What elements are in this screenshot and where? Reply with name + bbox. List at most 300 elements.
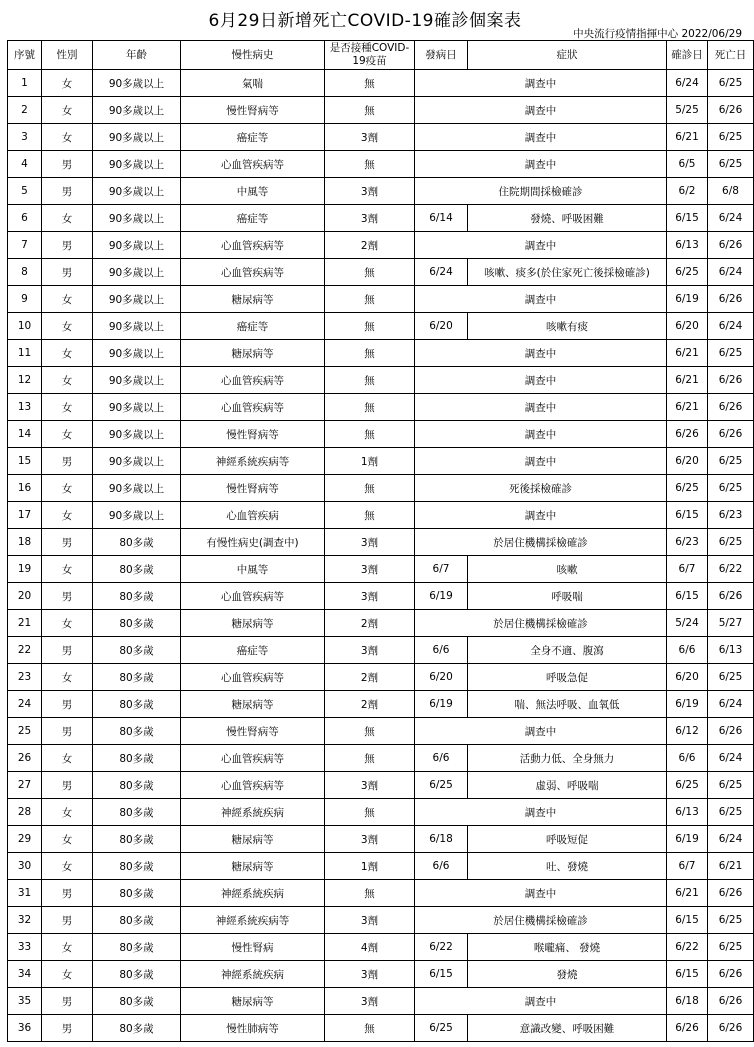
cell-death-date: 6/25	[708, 70, 754, 97]
cell-death-date: 6/25	[708, 124, 754, 151]
cell-age: 80多歲	[93, 691, 181, 718]
cell-number: 7	[8, 232, 42, 259]
cell-confirmed-date: 6/18	[667, 988, 708, 1015]
cell-sex: 女	[42, 97, 93, 124]
header-death-date: 死亡日	[708, 41, 754, 70]
cell-death-date: 6/24	[708, 745, 754, 772]
cell-onset-date: 6/6	[415, 853, 468, 880]
cell-death-date: 6/24	[708, 259, 754, 286]
cell-vaccination: 4劑	[325, 934, 415, 961]
cell-sex: 女	[42, 610, 93, 637]
cell-sex: 男	[42, 880, 93, 907]
cell-onset-date: 6/18	[415, 826, 468, 853]
cell-death-date: 6/26	[708, 988, 754, 1015]
cell-symptoms: 調查中	[415, 718, 667, 745]
cell-age: 80多歲	[93, 961, 181, 988]
cell-sex: 女	[42, 826, 93, 853]
cell-onset-date: 6/7	[415, 556, 468, 583]
cell-vaccination: 無	[325, 421, 415, 448]
cell-confirmed-date: 6/26	[667, 1015, 708, 1042]
cell-sex: 男	[42, 718, 93, 745]
cell-chronic-history: 神經系統疾病	[181, 961, 325, 988]
cell-number: 28	[8, 799, 42, 826]
cell-age: 80多歲	[93, 880, 181, 907]
cell-vaccination: 2劑	[325, 664, 415, 691]
cell-number: 15	[8, 448, 42, 475]
table-row	[8, 529, 754, 556]
header-confirmed-date: 確診日	[667, 41, 708, 70]
cell-symptoms: 呼吸喘	[468, 583, 667, 610]
table-row	[8, 1015, 754, 1042]
cell-age: 80多歲	[93, 637, 181, 664]
cell-confirmed-date: 6/20	[667, 664, 708, 691]
cell-number: 11	[8, 340, 42, 367]
table-row	[8, 70, 754, 97]
cell-death-date: 6/25	[708, 475, 754, 502]
cell-age: 80多歲	[93, 556, 181, 583]
cell-sex: 男	[42, 772, 93, 799]
publisher-date: 中央流行疫情指揮中心 2022/06/29	[573, 28, 742, 40]
cell-age: 90多歲以上	[93, 232, 181, 259]
cell-chronic-history: 糖尿病等	[181, 853, 325, 880]
cell-onset-date: 6/24	[415, 259, 468, 286]
table-row	[8, 637, 754, 664]
cell-confirmed-date: 6/20	[667, 313, 708, 340]
cell-confirmed-date: 6/15	[667, 961, 708, 988]
cell-symptoms: 調查中	[415, 232, 667, 259]
cell-symptoms: 調查中	[415, 340, 667, 367]
cell-number: 1	[8, 70, 42, 97]
table-row	[8, 448, 754, 475]
cell-death-date: 6/26	[708, 718, 754, 745]
cell-number: 34	[8, 961, 42, 988]
header-vaccination: 是否接種COVID-19疫苗	[325, 41, 415, 70]
cell-number: 10	[8, 313, 42, 340]
cell-death-date: 6/26	[708, 367, 754, 394]
cell-number: 14	[8, 421, 42, 448]
cell-vaccination: 2劑	[325, 610, 415, 637]
cell-number: 30	[8, 853, 42, 880]
cell-sex: 女	[42, 421, 93, 448]
cell-number: 6	[8, 205, 42, 232]
cell-chronic-history: 心血管疾病	[181, 502, 325, 529]
cell-age: 90多歲以上	[93, 448, 181, 475]
cell-sex: 男	[42, 529, 93, 556]
cell-confirmed-date: 6/19	[667, 826, 708, 853]
cell-confirmed-date: 6/12	[667, 718, 708, 745]
cell-onset-date: 6/6	[415, 637, 468, 664]
cell-sex: 男	[42, 907, 93, 934]
cell-number: 31	[8, 880, 42, 907]
cell-vaccination: 3劑	[325, 907, 415, 934]
cell-confirmed-date: 6/5	[667, 151, 708, 178]
cell-confirmed-date: 6/21	[667, 124, 708, 151]
cell-vaccination: 3劑	[325, 988, 415, 1015]
cell-confirmed-date: 6/15	[667, 907, 708, 934]
cell-number: 24	[8, 691, 42, 718]
cell-age: 80多歲	[93, 718, 181, 745]
cell-confirmed-date: 6/7	[667, 853, 708, 880]
cell-symptoms: 調查中	[415, 367, 667, 394]
cell-death-date: 6/24	[708, 313, 754, 340]
cell-vaccination: 2劑	[325, 691, 415, 718]
cell-sex: 女	[42, 70, 93, 97]
table-row	[8, 421, 754, 448]
cell-age: 90多歲以上	[93, 313, 181, 340]
cell-chronic-history: 心血管疾病等	[181, 151, 325, 178]
cell-symptoms: 活動力低、全身無力	[468, 745, 667, 772]
cell-age: 80多歲	[93, 799, 181, 826]
table-row	[8, 610, 754, 637]
cell-age: 80多歲	[93, 583, 181, 610]
table-row	[8, 475, 754, 502]
cell-death-date: 6/25	[708, 907, 754, 934]
cell-symptoms: 呼吸短促	[468, 826, 667, 853]
cell-number: 29	[8, 826, 42, 853]
cell-death-date: 6/25	[708, 772, 754, 799]
cell-age: 80多歲	[93, 853, 181, 880]
table-row	[8, 151, 754, 178]
cell-symptoms: 發燒	[468, 961, 667, 988]
cell-number: 4	[8, 151, 42, 178]
cell-vaccination: 無	[325, 718, 415, 745]
header-sex: 性別	[42, 41, 93, 70]
cell-vaccination: 3劑	[325, 961, 415, 988]
cell-sex: 男	[42, 151, 93, 178]
cell-vaccination: 無	[325, 1015, 415, 1042]
cell-onset-date: 6/19	[415, 691, 468, 718]
cell-onset-date: 6/22	[415, 934, 468, 961]
cell-symptoms: 調查中	[415, 880, 667, 907]
cell-symptoms: 喘、無法呼吸、血氧低	[468, 691, 667, 718]
table-row	[8, 853, 754, 880]
cell-chronic-history: 癌症等	[181, 637, 325, 664]
cell-confirmed-date: 6/6	[667, 637, 708, 664]
cell-symptoms: 吐、發燒	[468, 853, 667, 880]
cell-vaccination: 無	[325, 367, 415, 394]
cell-confirmed-date: 6/20	[667, 448, 708, 475]
cell-chronic-history: 心血管疾病等	[181, 745, 325, 772]
cell-sex: 男	[42, 232, 93, 259]
cell-number: 17	[8, 502, 42, 529]
cell-sex: 女	[42, 205, 93, 232]
cell-confirmed-date: 6/24	[667, 70, 708, 97]
cell-confirmed-date: 6/19	[667, 286, 708, 313]
cell-sex: 女	[42, 853, 93, 880]
cell-sex: 男	[42, 1015, 93, 1042]
cell-chronic-history: 心血管疾病等	[181, 772, 325, 799]
cell-death-date: 6/24	[708, 826, 754, 853]
cell-confirmed-date: 6/21	[667, 367, 708, 394]
cell-sex: 女	[42, 475, 93, 502]
cell-age: 80多歲	[93, 529, 181, 556]
cell-death-date: 6/26	[708, 232, 754, 259]
cell-death-date: 6/26	[708, 880, 754, 907]
cell-number: 16	[8, 475, 42, 502]
cell-symptoms: 咳嗽、痰多(於住家死亡後採檢確診)	[468, 259, 667, 286]
cell-sex: 男	[42, 178, 93, 205]
cell-chronic-history: 糖尿病等	[181, 610, 325, 637]
cell-confirmed-date: 6/21	[667, 394, 708, 421]
cell-age: 80多歲	[93, 664, 181, 691]
cell-vaccination: 無	[325, 394, 415, 421]
cell-symptoms: 調查中	[415, 988, 667, 1015]
cell-number: 8	[8, 259, 42, 286]
cell-death-date: 6/26	[708, 97, 754, 124]
cell-age: 90多歲以上	[93, 502, 181, 529]
cell-age: 90多歲以上	[93, 178, 181, 205]
cell-symptoms: 於居住機構採檢確診	[415, 610, 667, 637]
cell-vaccination: 無	[325, 799, 415, 826]
cell-number: 20	[8, 583, 42, 610]
header-chronic-history: 慢性病史	[181, 41, 325, 70]
cases-table	[7, 40, 754, 1042]
cell-death-date: 6/25	[708, 448, 754, 475]
cell-number: 26	[8, 745, 42, 772]
cell-chronic-history: 癌症等	[181, 313, 325, 340]
cell-vaccination: 1劑	[325, 853, 415, 880]
cell-age: 90多歲以上	[93, 286, 181, 313]
cell-confirmed-date: 6/13	[667, 799, 708, 826]
cell-number: 35	[8, 988, 42, 1015]
cell-age: 90多歲以上	[93, 70, 181, 97]
table-row	[8, 259, 754, 286]
cell-chronic-history: 糖尿病等	[181, 988, 325, 1015]
header-onset-date: 發病日	[415, 41, 468, 70]
table-row	[8, 988, 754, 1015]
cell-number: 25	[8, 718, 42, 745]
cell-age: 80多歲	[93, 988, 181, 1015]
cell-symptoms: 調查中	[415, 502, 667, 529]
cell-vaccination: 3劑	[325, 772, 415, 799]
cell-sex: 女	[42, 286, 93, 313]
cell-sex: 女	[42, 124, 93, 151]
cell-symptoms: 虛弱、呼吸喘	[468, 772, 667, 799]
cell-chronic-history: 糖尿病等	[181, 691, 325, 718]
cell-age: 80多歲	[93, 934, 181, 961]
cell-age: 80多歲	[93, 826, 181, 853]
header-number: 序號	[8, 41, 42, 70]
cell-sex: 男	[42, 583, 93, 610]
cell-chronic-history: 有慢性病史(調查中)	[181, 529, 325, 556]
cell-symptoms: 意識改變、呼吸困難	[468, 1015, 667, 1042]
table-row	[8, 718, 754, 745]
cell-death-date: 6/25	[708, 934, 754, 961]
cell-chronic-history: 慢性肺病等	[181, 1015, 325, 1042]
cell-age: 90多歲以上	[93, 97, 181, 124]
cell-number: 3	[8, 124, 42, 151]
table-row	[8, 907, 754, 934]
cell-age: 90多歲以上	[93, 340, 181, 367]
cell-chronic-history: 心血管疾病等	[181, 232, 325, 259]
cell-sex: 女	[42, 340, 93, 367]
cell-symptoms: 調查中	[415, 799, 667, 826]
cell-number: 33	[8, 934, 42, 961]
cell-age: 90多歲以上	[93, 475, 181, 502]
table-row	[8, 367, 754, 394]
cell-confirmed-date: 5/24	[667, 610, 708, 637]
cell-onset-date: 6/25	[415, 1015, 468, 1042]
cell-symptoms: 住院期間採檢確診	[415, 178, 667, 205]
cell-death-date: 6/25	[708, 151, 754, 178]
cell-symptoms: 喉嚨痛、 發燒	[468, 934, 667, 961]
cell-symptoms: 調查中	[415, 286, 667, 313]
cell-confirmed-date: 6/6	[667, 745, 708, 772]
cell-death-date: 6/21	[708, 853, 754, 880]
cell-chronic-history: 氣喘	[181, 70, 325, 97]
table-row	[8, 934, 754, 961]
cell-death-date: 6/25	[708, 799, 754, 826]
cell-sex: 女	[42, 745, 93, 772]
cell-symptoms: 調查中	[415, 421, 667, 448]
table-row	[8, 880, 754, 907]
table-row	[8, 286, 754, 313]
cell-death-date: 6/24	[708, 691, 754, 718]
cell-chronic-history: 心血管疾病等	[181, 367, 325, 394]
cell-chronic-history: 慢性腎病等	[181, 475, 325, 502]
cell-death-date: 6/13	[708, 637, 754, 664]
table-row	[8, 583, 754, 610]
cell-chronic-history: 神經系統疾病等	[181, 448, 325, 475]
cell-onset-date: 6/20	[415, 313, 468, 340]
cell-vaccination: 3劑	[325, 205, 415, 232]
cell-number: 32	[8, 907, 42, 934]
cell-death-date: 6/22	[708, 556, 754, 583]
table-row	[8, 556, 754, 583]
cell-number: 18	[8, 529, 42, 556]
cell-sex: 女	[42, 313, 93, 340]
cell-symptoms: 調查中	[415, 70, 667, 97]
cell-chronic-history: 糖尿病等	[181, 826, 325, 853]
cell-chronic-history: 慢性腎病等	[181, 421, 325, 448]
cell-symptoms: 調查中	[415, 448, 667, 475]
cell-death-date: 6/26	[708, 394, 754, 421]
cell-confirmed-date: 6/26	[667, 421, 708, 448]
cell-vaccination: 3劑	[325, 637, 415, 664]
table-body	[8, 70, 754, 1042]
cell-symptoms: 調查中	[415, 97, 667, 124]
cell-number: 36	[8, 1015, 42, 1042]
table-row	[8, 205, 754, 232]
cell-death-date: 6/26	[708, 583, 754, 610]
cell-symptoms: 調查中	[415, 394, 667, 421]
cell-vaccination: 無	[325, 880, 415, 907]
cell-confirmed-date: 6/15	[667, 583, 708, 610]
cell-sex: 女	[42, 502, 93, 529]
cell-sex: 女	[42, 556, 93, 583]
cell-confirmed-date: 6/7	[667, 556, 708, 583]
cell-death-date: 6/8	[708, 178, 754, 205]
cell-vaccination: 無	[325, 313, 415, 340]
cell-symptoms: 全身不適、腹瀉	[468, 637, 667, 664]
cell-confirmed-date: 6/15	[667, 205, 708, 232]
cell-sex: 男	[42, 259, 93, 286]
cell-vaccination: 無	[325, 286, 415, 313]
cell-sex: 女	[42, 394, 93, 421]
cell-onset-date: 6/25	[415, 772, 468, 799]
cell-number: 19	[8, 556, 42, 583]
cell-vaccination: 3劑	[325, 529, 415, 556]
cell-number: 12	[8, 367, 42, 394]
cell-confirmed-date: 6/25	[667, 772, 708, 799]
cell-vaccination: 3劑	[325, 178, 415, 205]
cell-vaccination: 3劑	[325, 583, 415, 610]
cell-age: 90多歲以上	[93, 151, 181, 178]
cell-death-date: 6/25	[708, 340, 754, 367]
cell-symptoms: 死後採檢確診	[415, 475, 667, 502]
table-row	[8, 502, 754, 529]
cell-chronic-history: 神經系統疾病	[181, 799, 325, 826]
cell-vaccination: 無	[325, 745, 415, 772]
cell-onset-date: 6/15	[415, 961, 468, 988]
cell-onset-date: 6/6	[415, 745, 468, 772]
cell-confirmed-date: 6/21	[667, 880, 708, 907]
cell-confirmed-date: 6/19	[667, 691, 708, 718]
cell-vaccination: 無	[325, 502, 415, 529]
cell-sex: 女	[42, 367, 93, 394]
cell-age: 80多歲	[93, 745, 181, 772]
cell-death-date: 6/26	[708, 961, 754, 988]
cell-vaccination: 1劑	[325, 448, 415, 475]
cell-onset-date: 6/14	[415, 205, 468, 232]
cell-chronic-history: 糖尿病等	[181, 340, 325, 367]
cell-symptoms: 調查中	[415, 124, 667, 151]
cell-vaccination: 3劑	[325, 556, 415, 583]
cell-vaccination: 無	[325, 340, 415, 367]
cell-number: 22	[8, 637, 42, 664]
cell-sex: 男	[42, 988, 93, 1015]
cell-symptoms: 調查中	[415, 151, 667, 178]
cell-sex: 男	[42, 637, 93, 664]
cell-chronic-history: 心血管疾病等	[181, 583, 325, 610]
cell-confirmed-date: 6/15	[667, 502, 708, 529]
cell-sex: 女	[42, 664, 93, 691]
cell-death-date: 6/24	[708, 205, 754, 232]
cell-number: 2	[8, 97, 42, 124]
cell-number: 21	[8, 610, 42, 637]
cell-chronic-history: 中風等	[181, 178, 325, 205]
cell-age: 90多歲以上	[93, 367, 181, 394]
cell-confirmed-date: 6/13	[667, 232, 708, 259]
cell-chronic-history: 糖尿病等	[181, 286, 325, 313]
table-header	[8, 41, 754, 70]
cell-confirmed-date: 6/22	[667, 934, 708, 961]
cell-symptoms: 咳嗽	[468, 556, 667, 583]
cell-symptoms: 發燒、呼吸困難	[468, 205, 667, 232]
cell-onset-date: 6/20	[415, 664, 468, 691]
cell-death-date: 6/26	[708, 286, 754, 313]
cell-chronic-history: 神經系統疾病	[181, 880, 325, 907]
cell-sex: 女	[42, 799, 93, 826]
cell-death-date: 6/25	[708, 664, 754, 691]
cell-vaccination: 無	[325, 70, 415, 97]
page-title: 6月29日新增死亡COVID-19確診個案表	[208, 11, 522, 31]
cell-death-date: 6/25	[708, 529, 754, 556]
cell-confirmed-date: 6/21	[667, 340, 708, 367]
cell-death-date: 6/26	[708, 421, 754, 448]
cell-sex: 男	[42, 448, 93, 475]
cell-number: 13	[8, 394, 42, 421]
cell-symptoms: 於居住機構採檢確診	[415, 529, 667, 556]
table-row	[8, 664, 754, 691]
cell-vaccination: 無	[325, 97, 415, 124]
table-row	[8, 124, 754, 151]
cell-chronic-history: 心血管疾病等	[181, 394, 325, 421]
table-row	[8, 394, 754, 421]
cell-vaccination: 無	[325, 475, 415, 502]
cell-confirmed-date: 6/23	[667, 529, 708, 556]
header-row	[8, 41, 754, 70]
